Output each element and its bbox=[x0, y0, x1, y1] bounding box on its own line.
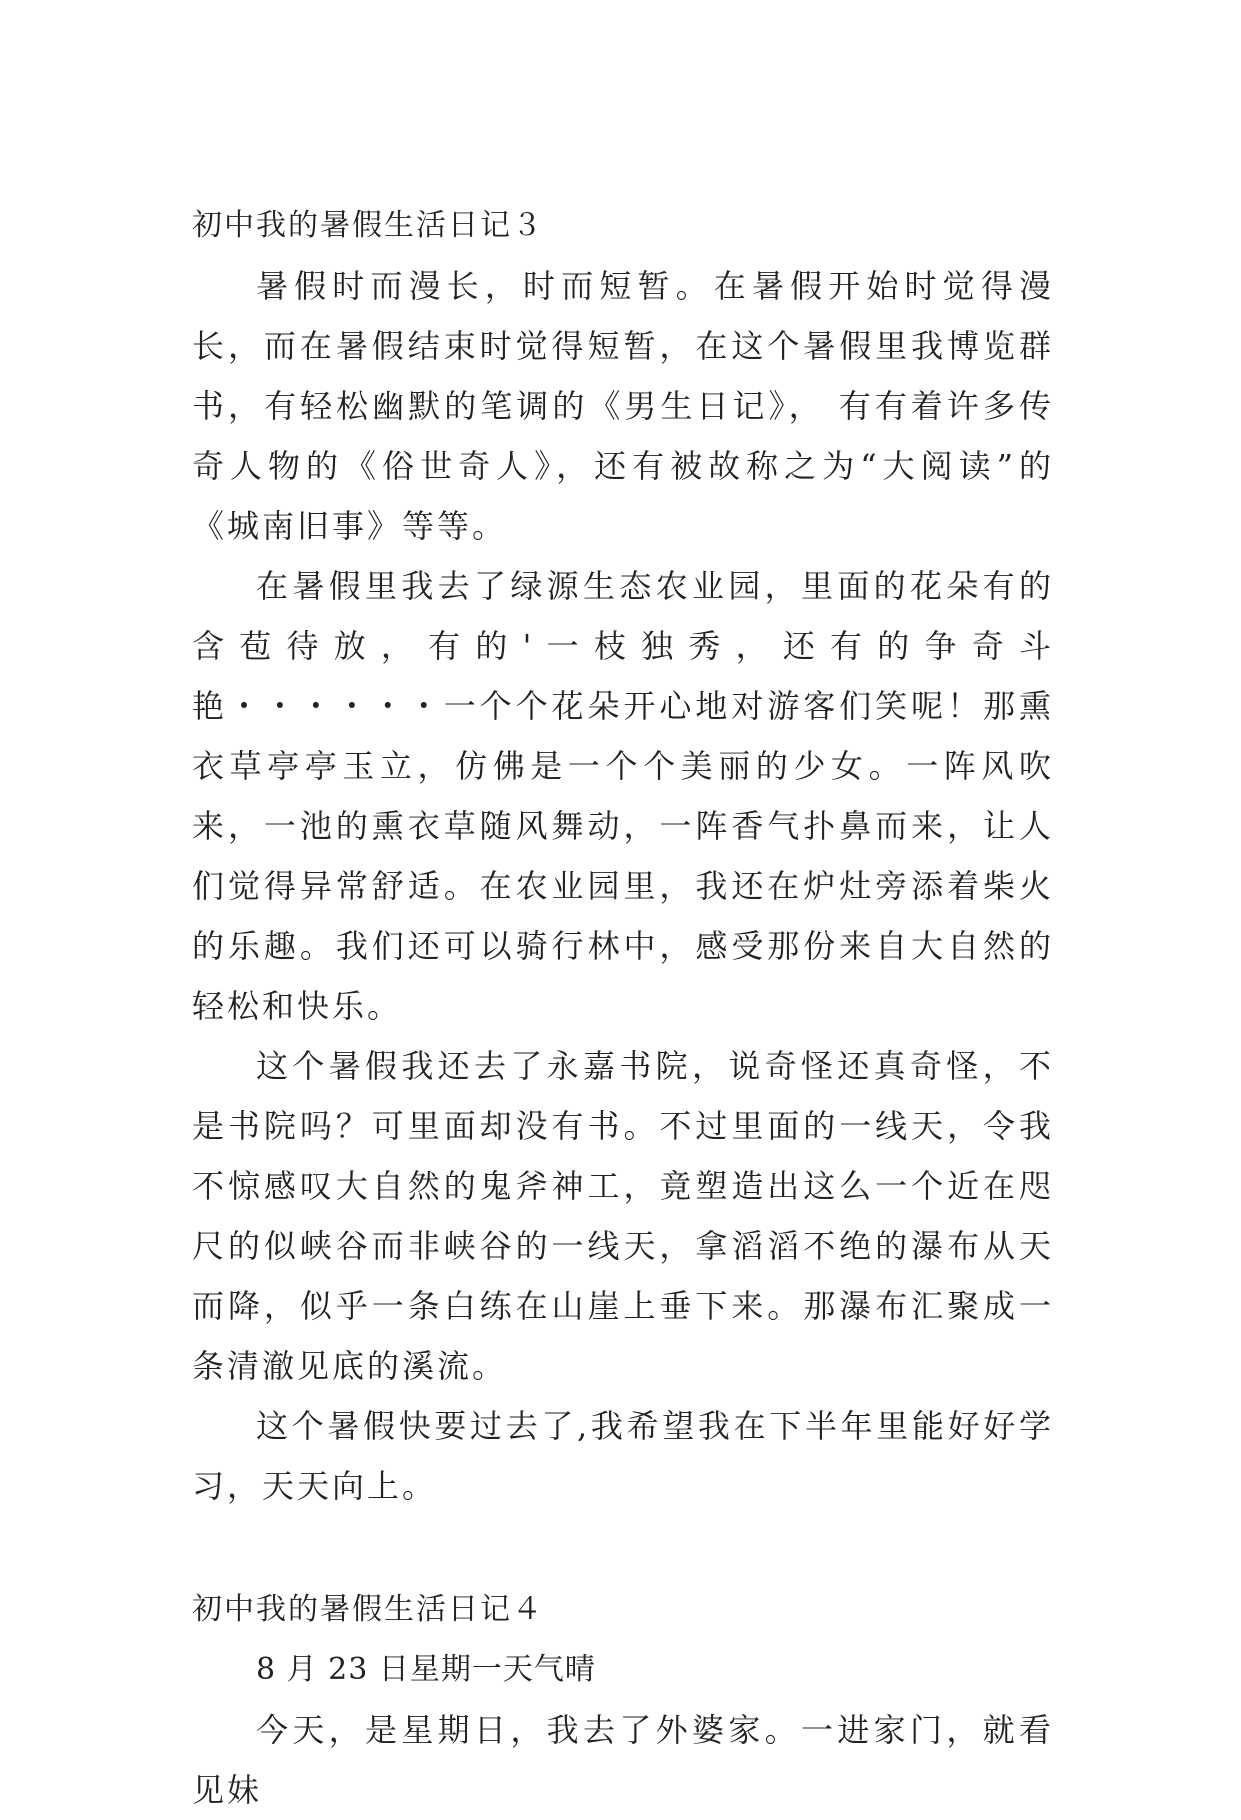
entry-3-paragraph-3: 这个暑假我还去了永嘉书院，说奇怪还真奇怪，不是书院吗？可里面却没有书。不过里面的一线天，令我不惊感叹大自然的鬼斧神工，竟塑造出这么一个近在咫尺的似峡谷而非峡谷的一线天，拿滔滔不绝的瀑布从天而降，似乎一条白练在山崖上垂下来。那瀑布汇聚成一条清澈见底的溪流。 bbox=[192, 1047, 1054, 1385]
entry-3-paragraph-4: 这个暑假快要过去了,我希望我在下半年里能好好学习，天天向上。 bbox=[192, 1407, 1054, 1505]
entry-3-paragraph-2: 在暑假里我去了绿源生态农业园，里面的花朵有的含苞待放，有的'一枝独秀，还有的争奇斗艳・・・・・・一个个花朵开心地对游客们笑呢！那熏衣草亭亭玉立，仿佛是一个个美丽的少女。一阵风吹来，一池的熏衣草随风舞动，一阵香气扑鼻而来，让人们觉得异常舒适。在农业园里，我还在炉灶旁添着柴火的乐趣。我们还可以骑行林中，感受那份来自大自然的轻松和快乐。 bbox=[192, 567, 1054, 1025]
entry-4-title: 初中我的暑假生活日记４ bbox=[192, 1592, 544, 1627]
entry-4-date-line: 8 月 23 日星期一天气晴 bbox=[256, 1652, 596, 1687]
section-gap bbox=[192, 1516, 1054, 1580]
document-page bbox=[192, 196, 1054, 1820]
entry-3-title: 初中我的暑假生活日记３ bbox=[192, 208, 544, 243]
entry-4-paragraph-1: 今天，是星期日，我去了外婆家。一进家门，就看见妹 bbox=[192, 1711, 1054, 1809]
entry-3-paragraph-1: 暑假时而漫长，时而短暂。在暑假开始时觉得漫长，而在暑假结束时觉得短暂，在这个暑假里我博览群书，有轻松幽默的笔调的《男生日记》， 有有着许多传奇人物的《俗世奇人》，还有被故称之为“大阅读”的《城南旧事》等等。 bbox=[192, 267, 1054, 545]
